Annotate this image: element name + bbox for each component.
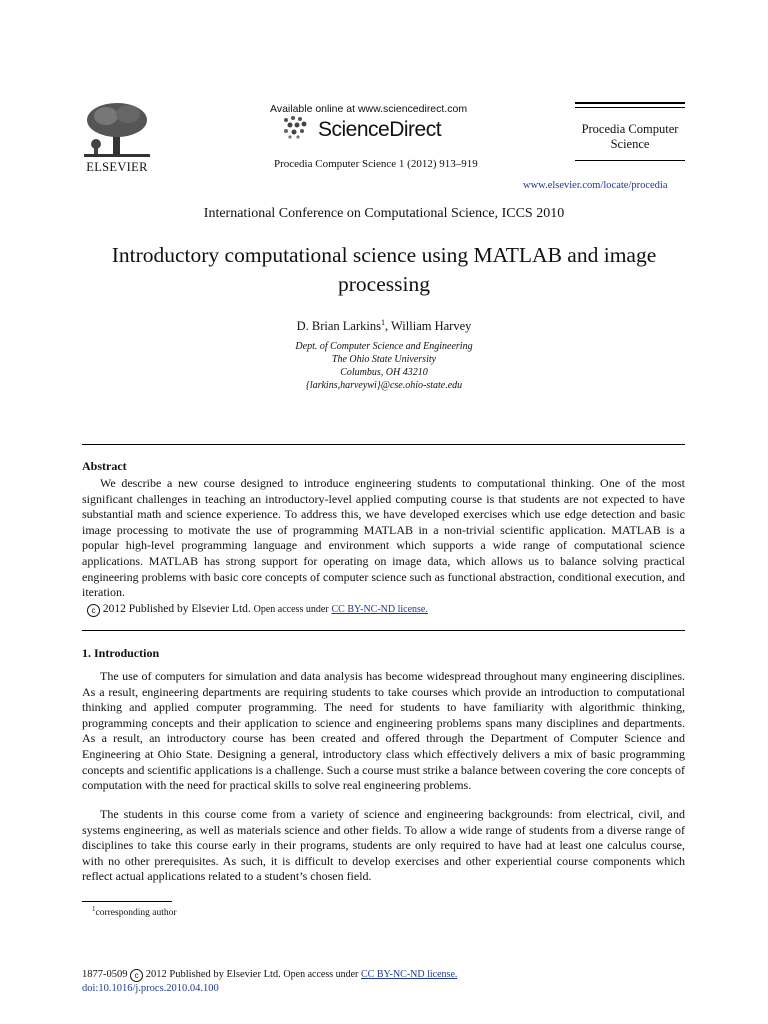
footnote-mark: 1	[92, 905, 96, 913]
paper-title-line1: Introductory computational science using MATLAB and image	[111, 243, 657, 267]
publisher-name: ELSEVIER	[86, 160, 148, 174]
journal-name	[575, 122, 685, 152]
affiliation-email[interactable]: {larkins,harveywi}@cse.ohio-state.edu	[305, 380, 463, 391]
footnote	[92, 905, 177, 918]
elsevier-tree-logo	[82, 100, 152, 158]
journal-citation: Procedia Computer Science 1 (2012) 913–919	[274, 158, 478, 170]
journal-url-link[interactable]: www.elsevier.com/locate/procedia	[523, 180, 668, 191]
introduction-paragraph-2: The students in this course come from a variety of science and engineering backgrounds: from electrical, civil, and systems engineering, as well as materials science and other fields. To allow a wide range of students from a diverse range of disciplines to take this course early in their programs, students are only required to have had at least one calculus course, with no other prerequisites. As such, it is difficult to develop exercises and other experiential course components which reflect actual applications related to a student’s chosen field.	[82, 807, 685, 884]
footer-license-link[interactable]: CC BY-NC-ND license.	[361, 969, 458, 980]
abstract-top-rule	[82, 444, 685, 445]
abstract-heading: Abstract	[82, 459, 127, 473]
footnote-rule	[82, 901, 172, 902]
affiliation-university: The Ohio State University	[331, 354, 437, 365]
affiliation-dept: Dept. of Computer Science and Engineering	[295, 341, 473, 352]
paper-title-line2: processing	[338, 272, 430, 296]
sciencedirect-dots-icon	[280, 114, 314, 140]
abstract-body: We describe a new course designed to introduce engineering students to computational thinking. One of the most significant challenges in teaching an introductory-level applied computing course is that students are not expected to have substantial math and science experience. To address this, we have developed exercises which use edge detection and basic image processing to motivate the use of programming MATLAB in a non-trivial scientific application. MATLAB is a popular high-level programming language and environment which supports a wide range of computational science applications. MATLAB has strong support for operating on image data, which allows us to balance solving practical engineering problems with basic core concepts of computer science such as functional abstraction, conditional execution, and iteration.	[82, 476, 685, 600]
journal-name-line2: Science	[610, 137, 650, 151]
header-rule-bottom	[575, 160, 685, 161]
author-2: William Harvey	[391, 319, 472, 334]
journal-name-line1: Procedia Computer	[581, 122, 679, 136]
paper-title	[84, 241, 684, 299]
header-rule-thick	[575, 102, 685, 104]
author-1-footnote-mark[interactable]: 1	[380, 318, 385, 327]
footer-open-access-text: Open access under	[283, 969, 359, 980]
doi-link[interactable]: doi:10.1016/j.procs.2010.04.100	[82, 983, 219, 994]
header-rule-thin	[575, 107, 685, 108]
footer-copyright-icon: c	[130, 969, 143, 982]
author-1: D. Brian Larkins	[296, 319, 381, 334]
affiliation-block	[0, 340, 768, 392]
affiliation-city: Columbus, OH 43210	[340, 367, 428, 378]
author-list	[0, 318, 768, 334]
author-separator: ,	[384, 319, 391, 334]
footnote-text: corresponding author	[95, 908, 177, 919]
open-access-text: Open access under	[253, 604, 329, 615]
footer-issn-line	[82, 969, 457, 982]
license-link[interactable]: CC BY-NC-ND license.	[331, 604, 428, 615]
introduction-paragraph-1: The use of computers for simulation and data analysis has become widespread throughout many engineering disciplines. As a result, engineering departments are requiring students to take courses which provide an introduction to computational thinking and applied computer programming. The need for students to have familiarity with algorithmic thinking, programming concepts and their application to science and engineering problems spans many disciplines and departments. As a result, an introductory course has been created and offered through the Department of Computer Science and Engineering at Ohio State. Designing a general, introductory class which effectively delivers a mix of basic programming concepts and scientific applications is a challenge. Such a course must strike a balance between covering the core concepts of computation with the need for practical skills to solve real engineering problems.	[82, 669, 685, 793]
copyright-text: 2012 Published by Elsevier Ltd.	[102, 603, 251, 615]
available-online-text: Available online at www.sciencedirect.com	[270, 103, 468, 115]
copyright-icon: c	[87, 604, 100, 617]
issn: 1877-0509	[82, 969, 128, 980]
abstract-copyright	[87, 603, 428, 617]
footer-copyright-text: 2012 Published by Elsevier Ltd.	[145, 969, 281, 980]
conference-name: International Conference on Computational Science, ICCS 2010	[203, 206, 565, 221]
abstract-bottom-rule	[82, 630, 685, 631]
sciencedirect-logo-text: ScienceDirect	[318, 118, 442, 141]
introduction-heading: 1. Introduction	[82, 646, 160, 660]
